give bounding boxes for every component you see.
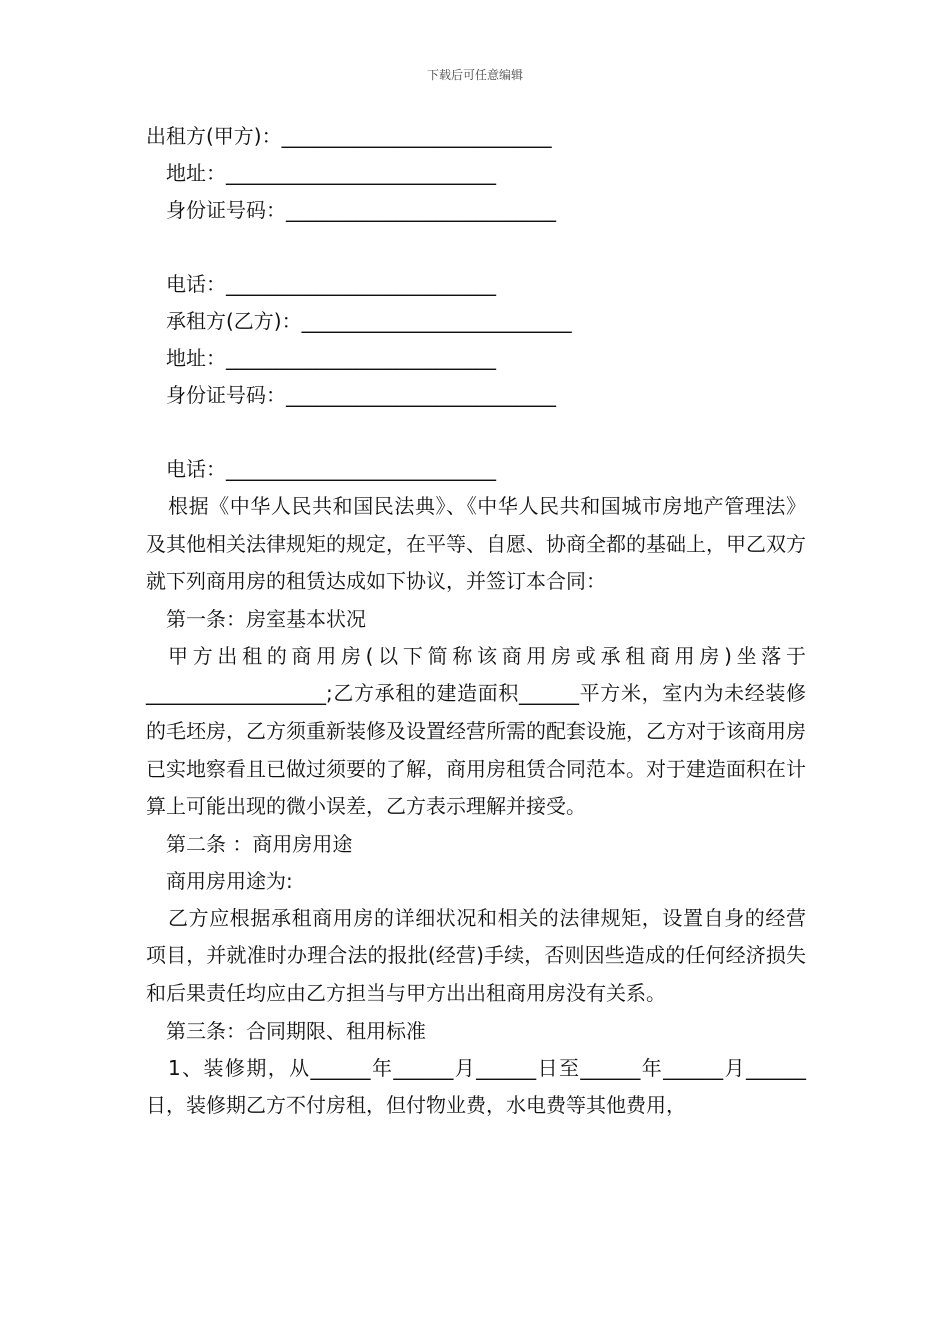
lessor-id-number: 身份证号码：___________________________ xyxy=(166,198,556,222)
lessee-id-number: 身份证号码：___________________________ xyxy=(166,383,556,407)
article1-title: 第一条：房室基本状况 xyxy=(166,606,366,631)
page-header-note: 下载后可任意编辑 xyxy=(426,68,523,82)
lessor-address: 地址：___________________________ xyxy=(166,161,496,185)
article3-title: 第三条：合同期限、租用标准 xyxy=(166,1018,426,1043)
spacer xyxy=(146,414,806,451)
lessee-phone: 电话：___________________________ xyxy=(166,457,496,481)
article2-body: 乙方应根据承租商用房的详细状况和相关的法律规矩，设置自身的经营项目，并就准时办理合法的报批(经营)手续，否则因些造成的任何经济损失和后果责任均应由乙方担当与甲方出出租商用房没有关系。 xyxy=(146,905,806,1005)
contract-document xyxy=(146,118,806,1125)
article2-use-line: 商用房用途为: xyxy=(166,868,293,893)
lessee-label: 承租方(乙方)：___________________________ xyxy=(166,309,572,333)
lessee-address: 地址：___________________________ xyxy=(166,346,496,370)
article3-item1: 1、装修期，从______年______月______日至______年______月______日，装修期乙方不付房租，但付物业费，水电费等其他费用， xyxy=(146,1055,806,1118)
spacer xyxy=(146,229,806,266)
lessor-phone: 电话：___________________________ xyxy=(166,272,496,296)
preamble-paragraph: 根据《中华人民共和国民法典》、《中华人民共和国城市房地产管理法》及其他相关法律规矩的规定，在平等、自愿、协商全都的基础上，甲乙双方就下列商用房的租赁达成如下协议，并签订本合同： xyxy=(146,494,806,594)
article2-title: 第二条 ：商用房用途 xyxy=(166,831,353,856)
article1-body: 甲方出租的商用房(以下简称该商用房或承租商用房)坐落于__________________;乙方承租的建造面积______平方米，室内为未经装修的毛坯房，乙方须重新装修及设置经营所需的配套设施，乙方对于该商用房已实地察看且已做过须要的了解，商用房租赁合同范本。对于建造面积在计算上可能出现的微小误差，乙方表示理解并接受。 xyxy=(146,643,806,819)
lessor-label: 出租方(甲方)：___________________________ xyxy=(146,124,552,148)
